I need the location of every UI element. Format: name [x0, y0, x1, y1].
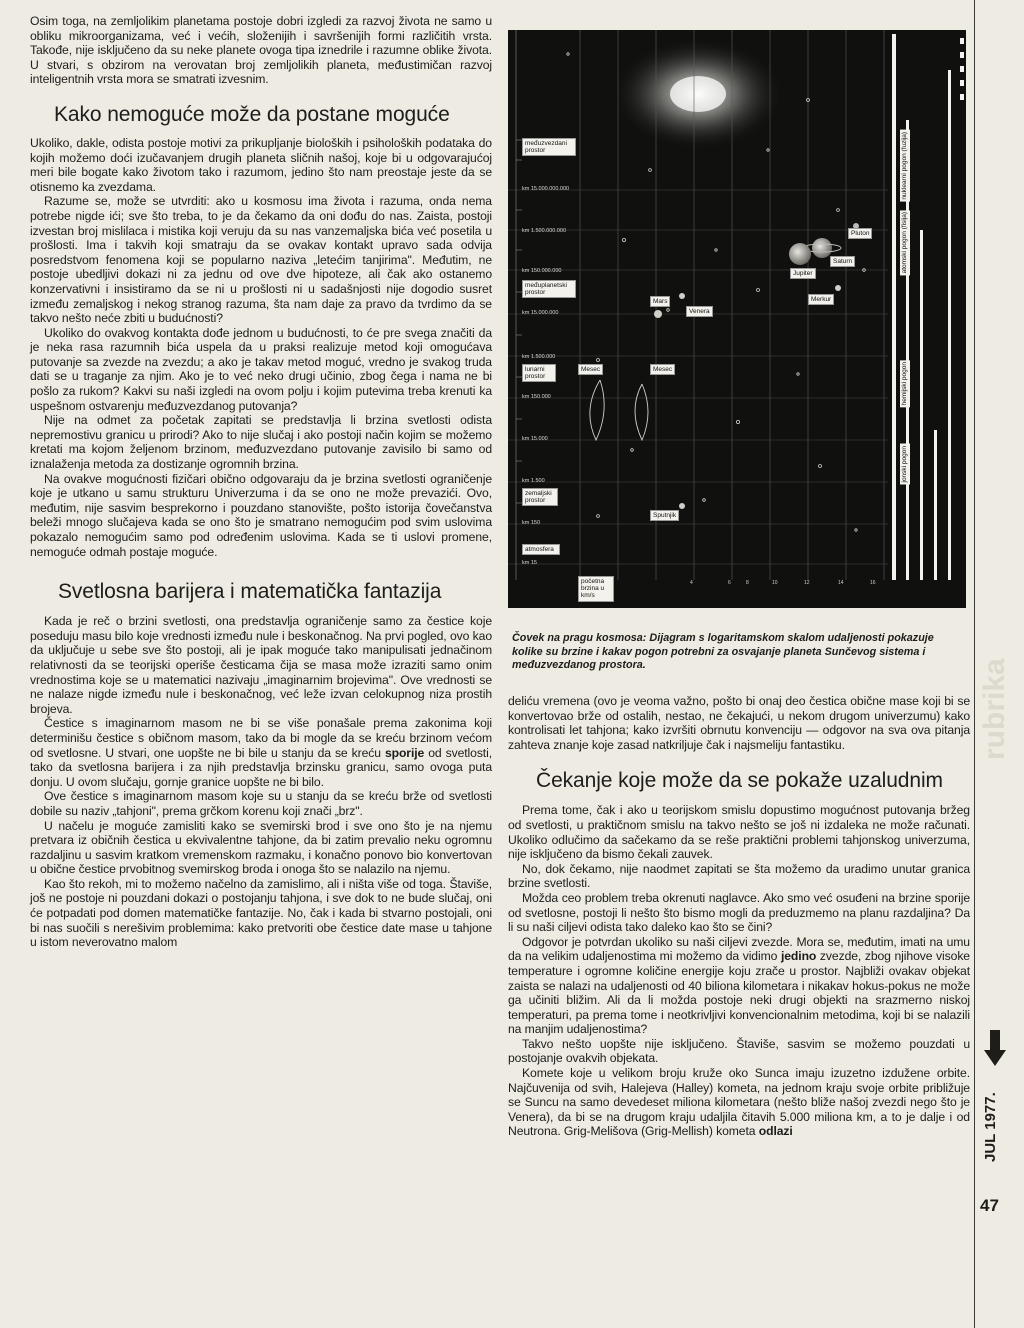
continue-arrow-icon [984, 1030, 1006, 1066]
section-heading-cekanje: Čekanje koje može da se pokaže uzaludnim [536, 769, 943, 793]
page-number: 47 [980, 1196, 999, 1215]
venus-planet [679, 293, 685, 299]
speed-tick: 8 [746, 580, 749, 586]
body-label-saturn: Saturn [830, 256, 855, 267]
paragraph: No, dok čekamo, nije naodmet zapitati se šta možemo da uradimo unutar granica brzine svetlosti. [508, 861, 970, 891]
continuation-paragraph: deliću vremena (ovo je veoma važno, pošto bi onaj deo čestica obične mase koji bi se konvertovao brže od ostalih, nestao, ne čekajući, u nekom drugom univerzumu) kako kontrolisati let tahjona; kako izvršiti obrnutu konvenciju — odgovor na sva ova pitanja zahteva znanje koje zasad natkriljuje čak i najsmeliju fantastiku. [508, 694, 970, 752]
emphasis-jedino: jedino [780, 949, 817, 964]
distance-label: km 150 [522, 520, 541, 526]
distance-label: km 15.000.000.000 [522, 186, 570, 192]
distance-label: km 150.000.000 [522, 268, 562, 274]
text-run: Komete koje u velikom broju kruže oko Sunca imaju izuzetno izdužene orbite. Najčuvenija od svih, Halejeva (Halley) kometa, na jednom kraju svoje orbite približuje se Suncu na samo devedeset miliona kilometara (nešto bliže našoj zvezdi nego što je Venera), da bi se na drugom kraju udaljila čitavih 5.000 miliona km, a to je dalje i od Neutrona. Grig-Melišova (Grig-Mellish) kometa [508, 1066, 970, 1139]
paragraph [508, 935, 970, 1037]
paragraph: Prema tome, čak i ako u teorijskom smislu dopustimo mogućnost putovanja bržeg od svetlosti, u praktičnom smislu na takvo nešto se još ni izdaleka ne može računati. Ukoliko odlučimo da sačekamo da se reše praktični problemi tahjonskog univerzuma, nije isključeno da bismo čekali zauvek. [508, 803, 970, 862]
body-label-mars: Mars [650, 296, 670, 307]
zone-label-atmosphere: atmosfera [522, 544, 560, 555]
body-label-mercury: Merkur [808, 294, 834, 305]
section-heading-svetlosna: Svetlosna barijera i matematička fantazija [58, 580, 442, 604]
propulsion-label-ion: jonski pogon [901, 446, 908, 483]
distance-label: km 1.500.000.000 [522, 228, 567, 234]
text-run: zvezde, zbog njihove visoke temperature i ogromne količine energije koju zrače u prostor. Najbliži ovakav objekat zaista se nalazi na udaljenosti od 40 biliona kilometara i nikakav hokus-pokus ne može ga učiniti bližim. Ali da li možda postoje neki drugi objekti na srazmerno niskoj temperaturi, pa prema tome i neotkrivljivi konvencionalnim metodima, koji bi se nalazili na manjim udaljenostima? [508, 949, 970, 1037]
zone-label-lunar: lunarni prostor [522, 364, 556, 382]
distance-label: km 15 [522, 560, 537, 566]
text-run: Čestice s imaginarnom masom ne bi se više ponašale prema zakonima koji determinišu čestice s običnom masom, tako da bi mogle da se kreću brzinom većom od svetlosne. U stvari, one uopšte ne bi bile u stanju da se kreću [30, 716, 492, 760]
paragraph: Takvo nešto uopšte nije isključeno. Štaviše, sasvim se možemo pouzdati u postojanje ovakvih objekata. [508, 1036, 970, 1066]
paragraph: Nije na odmet za početak zapitati se predstavlja li brzina svetlosti odista nepremostivu granicu u prirodi? Ako to nije slučaj i ako postoji način kojim se možemo kretati ma kojom željenom brzinom, međuzvezdano putovanje zavisilo bi samo od iznalaženja metoda za dostizanje ogromnih brzina. [30, 413, 492, 472]
sputnik-dot [679, 503, 685, 509]
text-run: Odgovor je potvrdan ukoliko su naši ciljevi zvezde. Mora se, međutim, imati na umu da na velikim udaljenostima mi možemo da vidimo [508, 934, 970, 964]
distance-label: km 150.000 [522, 394, 551, 400]
paragraph: Ukoliko do ovakvog kontakta dođe jednom u budućnosti, to će pre svega značiti da je neka rasa razumnih bića uspela da u praksi realizuje metod koji omogućava putovanje sa zvezde na zvezdu; a ako je takav metod moguć, vredno je svakog truda dati se u traganje za njim. Ako je to već neko drugi učinio, zbog čega i nama ne bi pošlo za rukom? Kakvi su naši izgledi na ovom polju i kojim putevima treba krenuti ka uspešnom ostvarenju međuzvezdanog putovanja? [30, 325, 492, 413]
right-column [508, 694, 970, 1139]
paragraph [30, 716, 492, 789]
zone-label-interplanetary: međuplanetski prostor [522, 280, 576, 298]
distance-label: km 15.000.000 [522, 310, 559, 316]
speed-axis-label: početna brzina u km/s [578, 576, 614, 602]
paragraph: Na ovakve mogućnosti fizičari obično odgovaraju da je brzina svetlosti ograničenje koje je utkano u samu strukturu Univerzuma i da se ono ne može prevazići. Ovo, međutim, nije sasvim besprekorno i pouzdano stanovište, pošto istorija čovečanstva beleži mnogo slučajeva kada se ono što je smatrano nemogućim pod svim uslovima pokazalo nemogućim samo pod određenim uslovima. Kada se ti uslovi promene, nemoguće odmah postaje moguće. [30, 471, 492, 559]
figure-caption: Čovek na pragu kosmosa: Dijagram s logaritamskom skalom udaljenosti pokazuje kolike su brzine i kakav pogon potrebni za osvajanje planeta Sunčevog sistema i međuzvezdanog prostora. [512, 632, 934, 671]
mars-planet [654, 310, 662, 318]
body-label-venus: Venera [686, 306, 713, 317]
text-run: od svetlosti, tako da svetlosna barijera i za njih predstavlja brzinsku granicu, samo ovoga puta donju. U ovom slučaju, gornje granice uopšte ne bi bilo. [30, 745, 492, 789]
left-column [30, 14, 492, 950]
speed-tick: 4 [690, 580, 693, 586]
body-label-sputnik: Sputnjik [650, 510, 679, 521]
margin-rule [974, 0, 975, 1328]
distance-label: km 1.500.000 [522, 354, 556, 360]
paragraph: Kada je reč o brzini svetlosti, ona predstavlja ograničenje samo za čestice koje poseduju masu bilo koje vrednosti između nule i beskonačnog. Na prvi pogled, ovo kao da uključuje u sebe sve što postoji, ali je ipak moguće tako manipulisati jednačinom relativnosti da se teorijski operiše česticama čija se masa može izraziti samo onim vrednostima koje se u matematici nazivaju „imaginarnim brojevima". Ove vrednosti se ne nalaze nigde između nule i beskonačnog, već leže izvan celokupnog niza prostih brojeva. [30, 614, 492, 716]
distance-label: km 15.000 [522, 436, 548, 442]
body-label-moon: Mesec [650, 364, 675, 375]
propulsion-label-fusion: nuklearni pogon (fuzija) [901, 132, 908, 200]
body-label-pluto: Pluton [848, 228, 872, 239]
intro-paragraph: Osim toga, na zemljolikim planetama postoje dobri izgledi za razvoj života ne samo u obliku mikroorganizama, već i većih, složenijih i savršenijih formi različitih vrsta. Takođe, nije isključeno da su neke planete ovoga tipa iznedrile i razumne oblike života. U stvari, s obzirom na verovatan broj zemljolikih planeta, međustimičan razvoj inteligentnih vrsta mora se smatrati izvesnim. [30, 14, 492, 87]
paragraph: Možda ceo problem treba okrenuti naglavce. Ako smo već osuđeni na brzine sporije od svetlosne, postoji li nešto što bismo mogli da preduzmemo na planu razdaljina? Da li su naši ciljevi odista tako daleko kao što se čini? [508, 890, 970, 935]
zone-label-interstellar: međuzvezdani prostor [522, 138, 576, 156]
propulsion-label-chemical: hemijski pogon [901, 362, 908, 406]
zone-label-earth: zemaljski prostor [522, 488, 558, 506]
speed-tick: 14 [838, 580, 844, 586]
section-heading-kako: Kako nemoguće može da postane moguće [54, 102, 450, 126]
paragraph: Razume se, može se utvrditi: ako u kosmosu ima života i razuma, onda nema potrebe nigde ići; sve što treba, to je da čekamo da oni dođu do nas. Zaista, postoji izvestan broj mislilaca i mistika koji veruju da su nas vanzemaljska bića već posetila u prošlosti. Ima i takvih koji smatraju da se ovakav kontakt upravo sada odvija posredstvom fenomena koji se popularno naziva „letećim tanjirima". Međutim, ne postoje ubedljivi dokazi ni za jednu od ove dve hipoteze, ali čak ako ostanemo konzervativni i insistiramo da se ni u prošlosti ni u sadašnjosti nije dogodio susret između zemaljskog i nekog stranog razuma, šta nam daje za pravo da tvrdimo da se takvo nešto neće zbiti u budućnosti? [30, 194, 492, 326]
paragraph: Ukoliko, dakle, odista postoje motivi za prikupljanje bioloških i psiholoških podataka do kojih možemo doći izučavanjem drugih planeta sličnih našoj, koje bi u odgovarajućoj meri bile bogate kako životom tako i razumom, jedino što nam preostaje jeste da se otisnemo ka zvezdama. [30, 135, 492, 194]
paragraph [508, 1066, 970, 1139]
paragraph: U načelu je moguće zamisliti kako se svemirski brod i sve ono što je na njemu pretvara iz običnih čestica u ekvivalentne tahjone, da bi zatim prevalio neku ogromnu razdaljinu u sasvim kratkom vremenskom razmaku, i konačno ponovo bio konvertovan u obične čestice prvobitnog svemirskog broda i onoga što se nalazilo na njemu. [30, 818, 492, 877]
moon-orbit-right [635, 384, 648, 440]
mercury-planet [835, 285, 841, 291]
distance-label: km 1.500 [522, 478, 545, 484]
speed-tick: 6 [728, 580, 731, 586]
speed-bars [892, 34, 951, 580]
emphasis-sporije: sporije [384, 745, 425, 760]
moon-orbit-left [590, 380, 604, 440]
saturn-planet [812, 238, 832, 258]
speed-tick: 16 [870, 580, 876, 586]
section-tag: rubrika [978, 658, 1011, 760]
paragraph: Kao što rekoh, mi to možemo načelno da zamislimo, ali i ništa više od toga. Štaviše, još ne postoje ni pouzdani dokazi o postojanju tahjona, i sve dok to ne bude slučaj, oni će potpadati pod domen matematičke fantazije. No, čak i kada bi stvarno postojali, oni bi nas suočili s nerešivim problemima: kako pretvoriti obe čestice date mase u tahjone u istom neverovatno malom [30, 876, 492, 950]
emphasis-odlazi: odlazi [758, 1124, 793, 1139]
paragraph: Ove čestice s imaginarnom masom koje su u stanju da se kreću brže od svetlosti dobile su naziv „tahjoni", prema grčkom korenu koji znači „brz". [30, 789, 492, 818]
distance-speed-diagram [508, 30, 966, 608]
speed-tick: 12 [804, 580, 810, 586]
issue-date: JUL 1977. [982, 1092, 999, 1162]
propulsion-label-fission: atomski pogon (fisija) [901, 212, 908, 274]
jupiter-planet [789, 243, 811, 265]
distance-scale-squares [960, 38, 964, 100]
body-label-moon: Mesec [578, 364, 603, 375]
galaxy-core [670, 76, 726, 112]
speed-tick: 10 [772, 580, 778, 586]
diagram-canvas [508, 30, 966, 608]
body-label-jupiter: Jupiter [790, 268, 816, 279]
